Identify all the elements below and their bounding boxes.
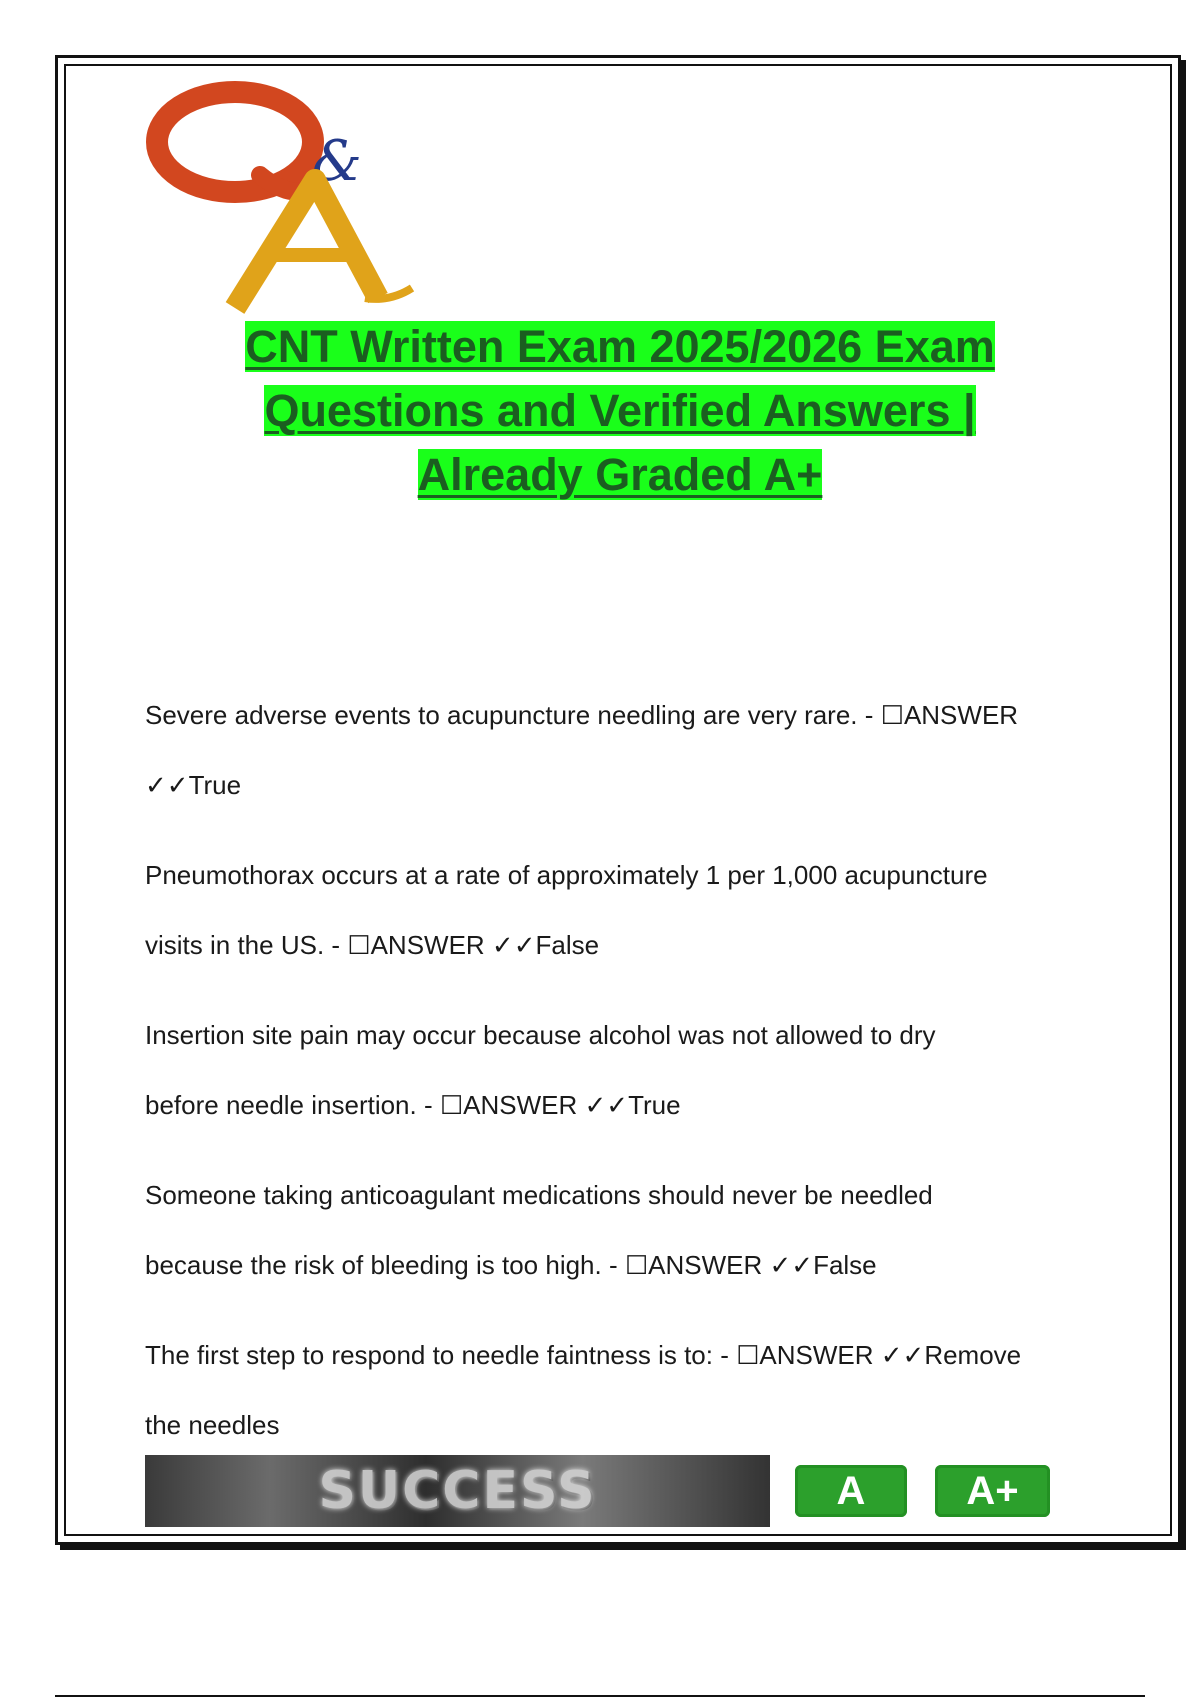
qa-item — [145, 680, 1090, 820]
grade-aplus-badge: A+ — [935, 1465, 1050, 1517]
success-banner-image — [145, 1455, 770, 1527]
qa-answer-text: ✓✓True — [145, 770, 242, 800]
qa-item — [145, 1160, 1090, 1300]
svg-text:&: & — [312, 129, 362, 194]
qa-answer-text: before needle insertion. - ☐ANSWER ✓✓True — [145, 1090, 681, 1120]
qa-item — [145, 1320, 1090, 1460]
qa-answer-text: the needles — [145, 1410, 280, 1440]
page-bottom-rule — [55, 1695, 1145, 1697]
success-banner-text: SUCCESS — [318, 1461, 597, 1521]
qa-logo — [140, 70, 440, 320]
grade-a-badge: A — [795, 1465, 907, 1517]
footer-banner — [145, 1455, 1145, 1530]
title-line-3: Already Graded A+ — [417, 449, 823, 500]
document-title — [160, 315, 1080, 507]
title-line-2: Questions and Verified Answers | — [264, 385, 976, 436]
qa-question-text: The first step to respond to needle faintness is to: - ☐ANSWER ✓✓Remove — [145, 1340, 1022, 1370]
title-line-1: CNT Written Exam 2025/2026 Exam — [245, 321, 995, 372]
qa-answer-text: because the risk of bleeding is too high. - ☐ANSWER ✓✓False — [145, 1250, 877, 1280]
qa-list — [145, 680, 1090, 1480]
qa-question-text: Severe adverse events to acupuncture needling are very rare. - ☐ANSWER — [145, 700, 1019, 730]
qa-item — [145, 840, 1090, 980]
qa-item — [145, 1000, 1090, 1140]
qa-answer-text: visits in the US. - ☐ANSWER ✓✓False — [145, 930, 600, 960]
qa-question-text: Pneumothorax occurs at a rate of approximately 1 per 1,000 acupuncture — [145, 860, 988, 890]
qa-question-text: Someone taking anticoagulant medications should never be needled — [145, 1180, 933, 1210]
qa-question-text: Insertion site pain may occur because alcohol was not allowed to dry — [145, 1020, 936, 1050]
